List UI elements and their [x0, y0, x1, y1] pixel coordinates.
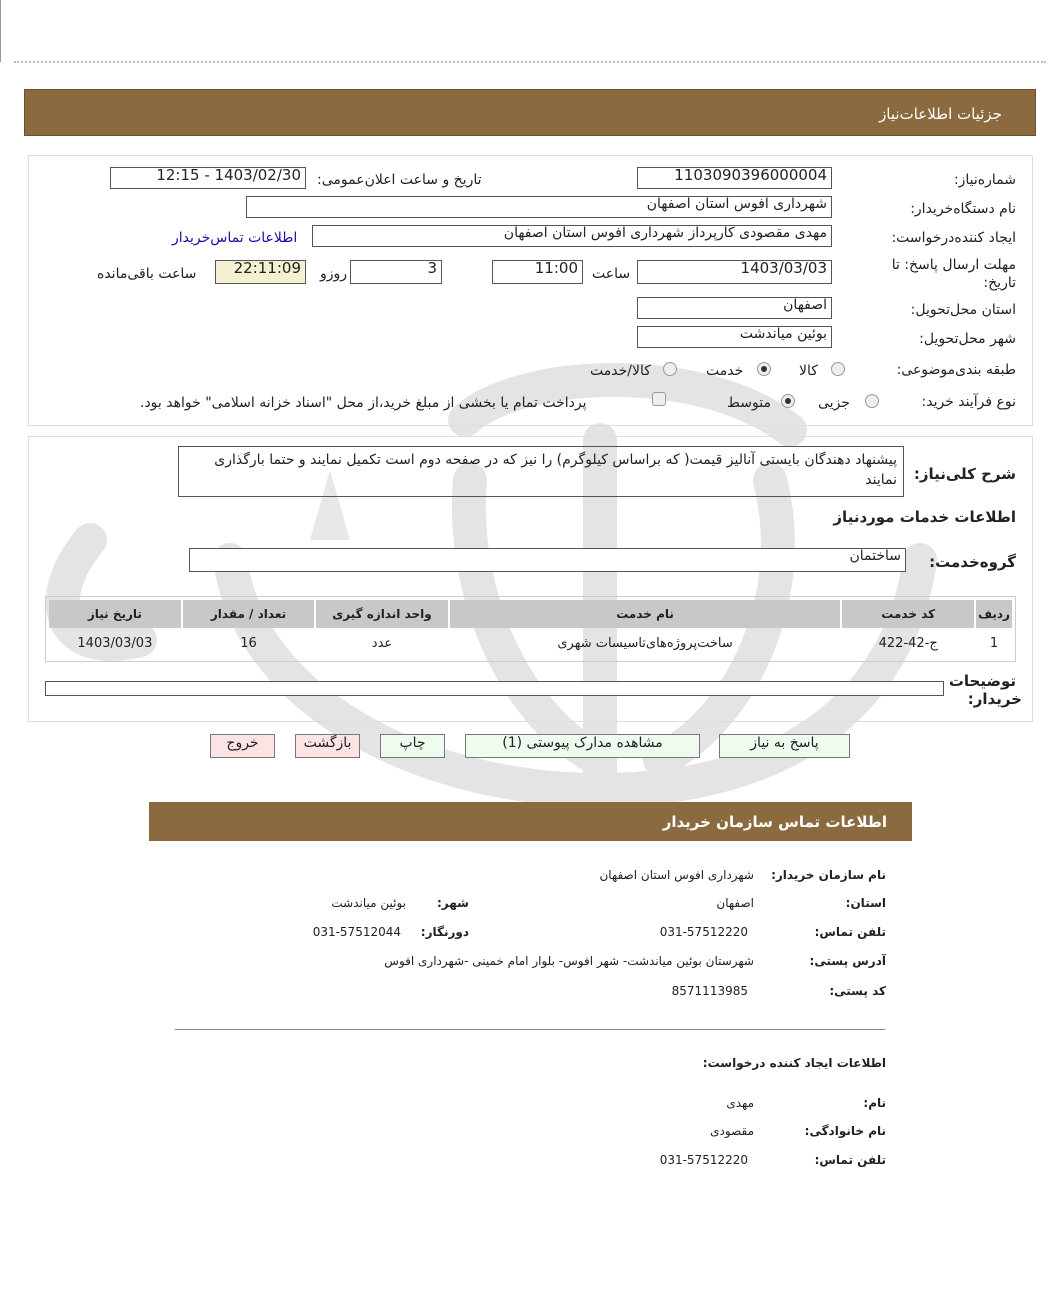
creator-name-label: نام:: [863, 1096, 886, 1110]
need-number-field: 1103090396000004: [637, 167, 832, 189]
description-box: پیشنهاد دهندگان بایستی آنالیز قیمت( که براساس کیلوگرم) را نیز که در صفحه دوم است تکمیل نمایند و حتما بارگذاری نمایند: [178, 446, 904, 497]
table-row: [49, 630, 1012, 656]
buyer-notes-field: [45, 681, 944, 696]
services-section-title: اطلاعات خدمات موردنیاز: [833, 508, 1016, 526]
col-row: ردیف: [976, 600, 1012, 628]
print-button[interactable]: چاپ: [380, 734, 445, 758]
col-unit: واحد اندازه گیری: [316, 600, 447, 628]
services-table: [47, 598, 1014, 658]
contact-province-label: استان:: [845, 896, 886, 910]
cell-row: 1: [989, 635, 999, 651]
col-code: کد خدمت: [842, 600, 974, 628]
description-label: شرح کلی‌نیاز:: [913, 465, 1016, 483]
creator-family-label: نام خانوادگی:: [804, 1124, 886, 1138]
creator-name-value: مهدی: [726, 1096, 754, 1110]
deadline-time-field: 11:00: [492, 260, 583, 284]
col-date: تاریخ نیاز: [49, 600, 181, 628]
contact-address-label: آدرس پستی:: [809, 954, 886, 968]
service-group-label: گروه‌خدمت:: [929, 553, 1016, 571]
page-title: جزئیات اطلاعات‌نیاز: [879, 105, 1002, 123]
service-group-field: ساختمان: [189, 548, 906, 572]
cell-code: ج-42-422: [878, 635, 938, 651]
days-field: 3: [350, 260, 442, 284]
creator-label: ایجاد کننده‌درخواست:: [891, 230, 1016, 246]
category-radio-goods-service[interactable]: [663, 362, 677, 376]
details-header-bar: [24, 89, 1036, 136]
cell-unit: عدد: [371, 635, 393, 651]
cell-name: ساخت‌پروژه‌های‌تاسیسات شهری: [557, 635, 733, 651]
contact-fax-label: دورنگار:: [420, 925, 469, 939]
category-label: طبقه بندی‌موضوعی:: [896, 362, 1016, 378]
buyer-notes-label-2: خریدار:: [967, 690, 1022, 708]
category-option-goods-service: کالا/خدمت: [590, 363, 651, 379]
top-dotted-separator: [14, 61, 1046, 63]
deadline-date-field: 1403/03/03: [637, 260, 832, 284]
deadline-label: مهلت ارسال پاسخ: تا: [891, 257, 1016, 273]
announce-field: 1403/02/30 - 12:15: [110, 167, 306, 189]
contact-org-label: نام سازمان خریدار:: [771, 868, 886, 882]
contact-postal-label: کد پستی:: [829, 984, 886, 998]
process-option-medium: متوسط: [727, 395, 771, 411]
announce-label: تاریخ و ساعت اعلان‌عمومی:: [317, 172, 482, 188]
left-border-line: [0, 0, 1, 62]
city-field: بوئین میاندشت: [637, 326, 832, 348]
treasury-payment-checkbox[interactable]: [652, 392, 666, 406]
days-label: روزو: [320, 266, 348, 282]
contact-phone-value: 031-57512220: [659, 925, 748, 939]
cell-qty: 16: [240, 635, 257, 651]
contact-address-value: شهرستان بوئین میاندشت- شهر افوس- بلوار امام خمینی -شهرداری افوس: [384, 954, 754, 968]
category-option-service: خدمت: [706, 363, 744, 379]
contact-title: اطلاعات تماس سازمان خریدار: [662, 813, 887, 831]
contact-org-value: شهرداری افوس استان اصفهان: [599, 868, 754, 882]
deadline-time-label: ساعت: [592, 266, 631, 282]
buyer-org-field: شهرداری افوس استان اصفهان: [246, 196, 832, 218]
deadline-label-date: تاریخ:: [983, 275, 1016, 291]
city-label: شهر محل‌تحویل:: [919, 331, 1016, 347]
contact-phone-label: تلفن تماس:: [814, 925, 886, 939]
need-number-label: شماره‌نیاز:: [953, 172, 1016, 188]
creator-phone-label: تلفن تماس:: [814, 1153, 886, 1167]
contact-province-value: اصفهان: [716, 896, 754, 910]
exit-button[interactable]: خروج: [210, 734, 275, 758]
contact-city-value: بوئین میاندشت: [331, 896, 406, 910]
buyer-org-label: نام دستگاه‌خریدار:: [910, 201, 1016, 217]
creator-family-value: مقصودی: [710, 1124, 754, 1138]
process-option-minor: جزیی: [818, 395, 850, 411]
process-label: نوع فرآیند خرید:: [921, 394, 1016, 410]
contact-city-label: شهر:: [437, 896, 469, 910]
back-button[interactable]: بازگشت: [295, 734, 360, 758]
contact-fax-value: 031-57512044: [312, 925, 401, 939]
remaining-label: ساعت باقی‌مانده: [97, 266, 197, 282]
reply-button[interactable]: پاسخ به نیاز: [719, 734, 850, 758]
creator-phone-value: 031-57512220: [659, 1153, 748, 1167]
remaining-time-field: 22:11:09: [215, 260, 306, 284]
services-table-header: [49, 600, 1012, 628]
process-radio-medium[interactable]: [781, 394, 795, 408]
col-name: نام خدمت: [450, 600, 841, 628]
contact-divider: [175, 1029, 885, 1030]
col-qty: تعداد / مقدار: [183, 600, 314, 628]
category-radio-service[interactable]: [757, 362, 771, 376]
buyer-contact-link[interactable]: اطلاعات تماس‌خریدار: [172, 230, 298, 246]
category-option-goods: کالا: [799, 363, 818, 379]
category-radio-goods[interactable]: [831, 362, 845, 376]
process-radio-minor[interactable]: [865, 394, 879, 408]
treasury-payment-note: پرداخت تمام یا بخشی از مبلغ خرید،از محل "اسناد خزانه اسلامی" خواهد بود.: [140, 395, 587, 411]
attachments-button[interactable]: مشاهده مدارک پیوستی (1): [465, 734, 700, 758]
contact-postal-value: 8571113985: [671, 984, 748, 998]
buyer-notes-label: توضیحات: [948, 672, 1016, 690]
creator-field: مهدی مقصودی کارپرداز شهرداری افوس استان اصفهان: [312, 225, 832, 247]
contact-header-bar: [149, 802, 912, 841]
cell-date: 1403/03/03: [77, 635, 153, 651]
province-label: استان محل‌تحویل:: [910, 302, 1016, 318]
creator-info-title: اطلاعات ایجاد کننده درخواست:: [702, 1056, 886, 1070]
province-field: اصفهان: [637, 297, 832, 319]
